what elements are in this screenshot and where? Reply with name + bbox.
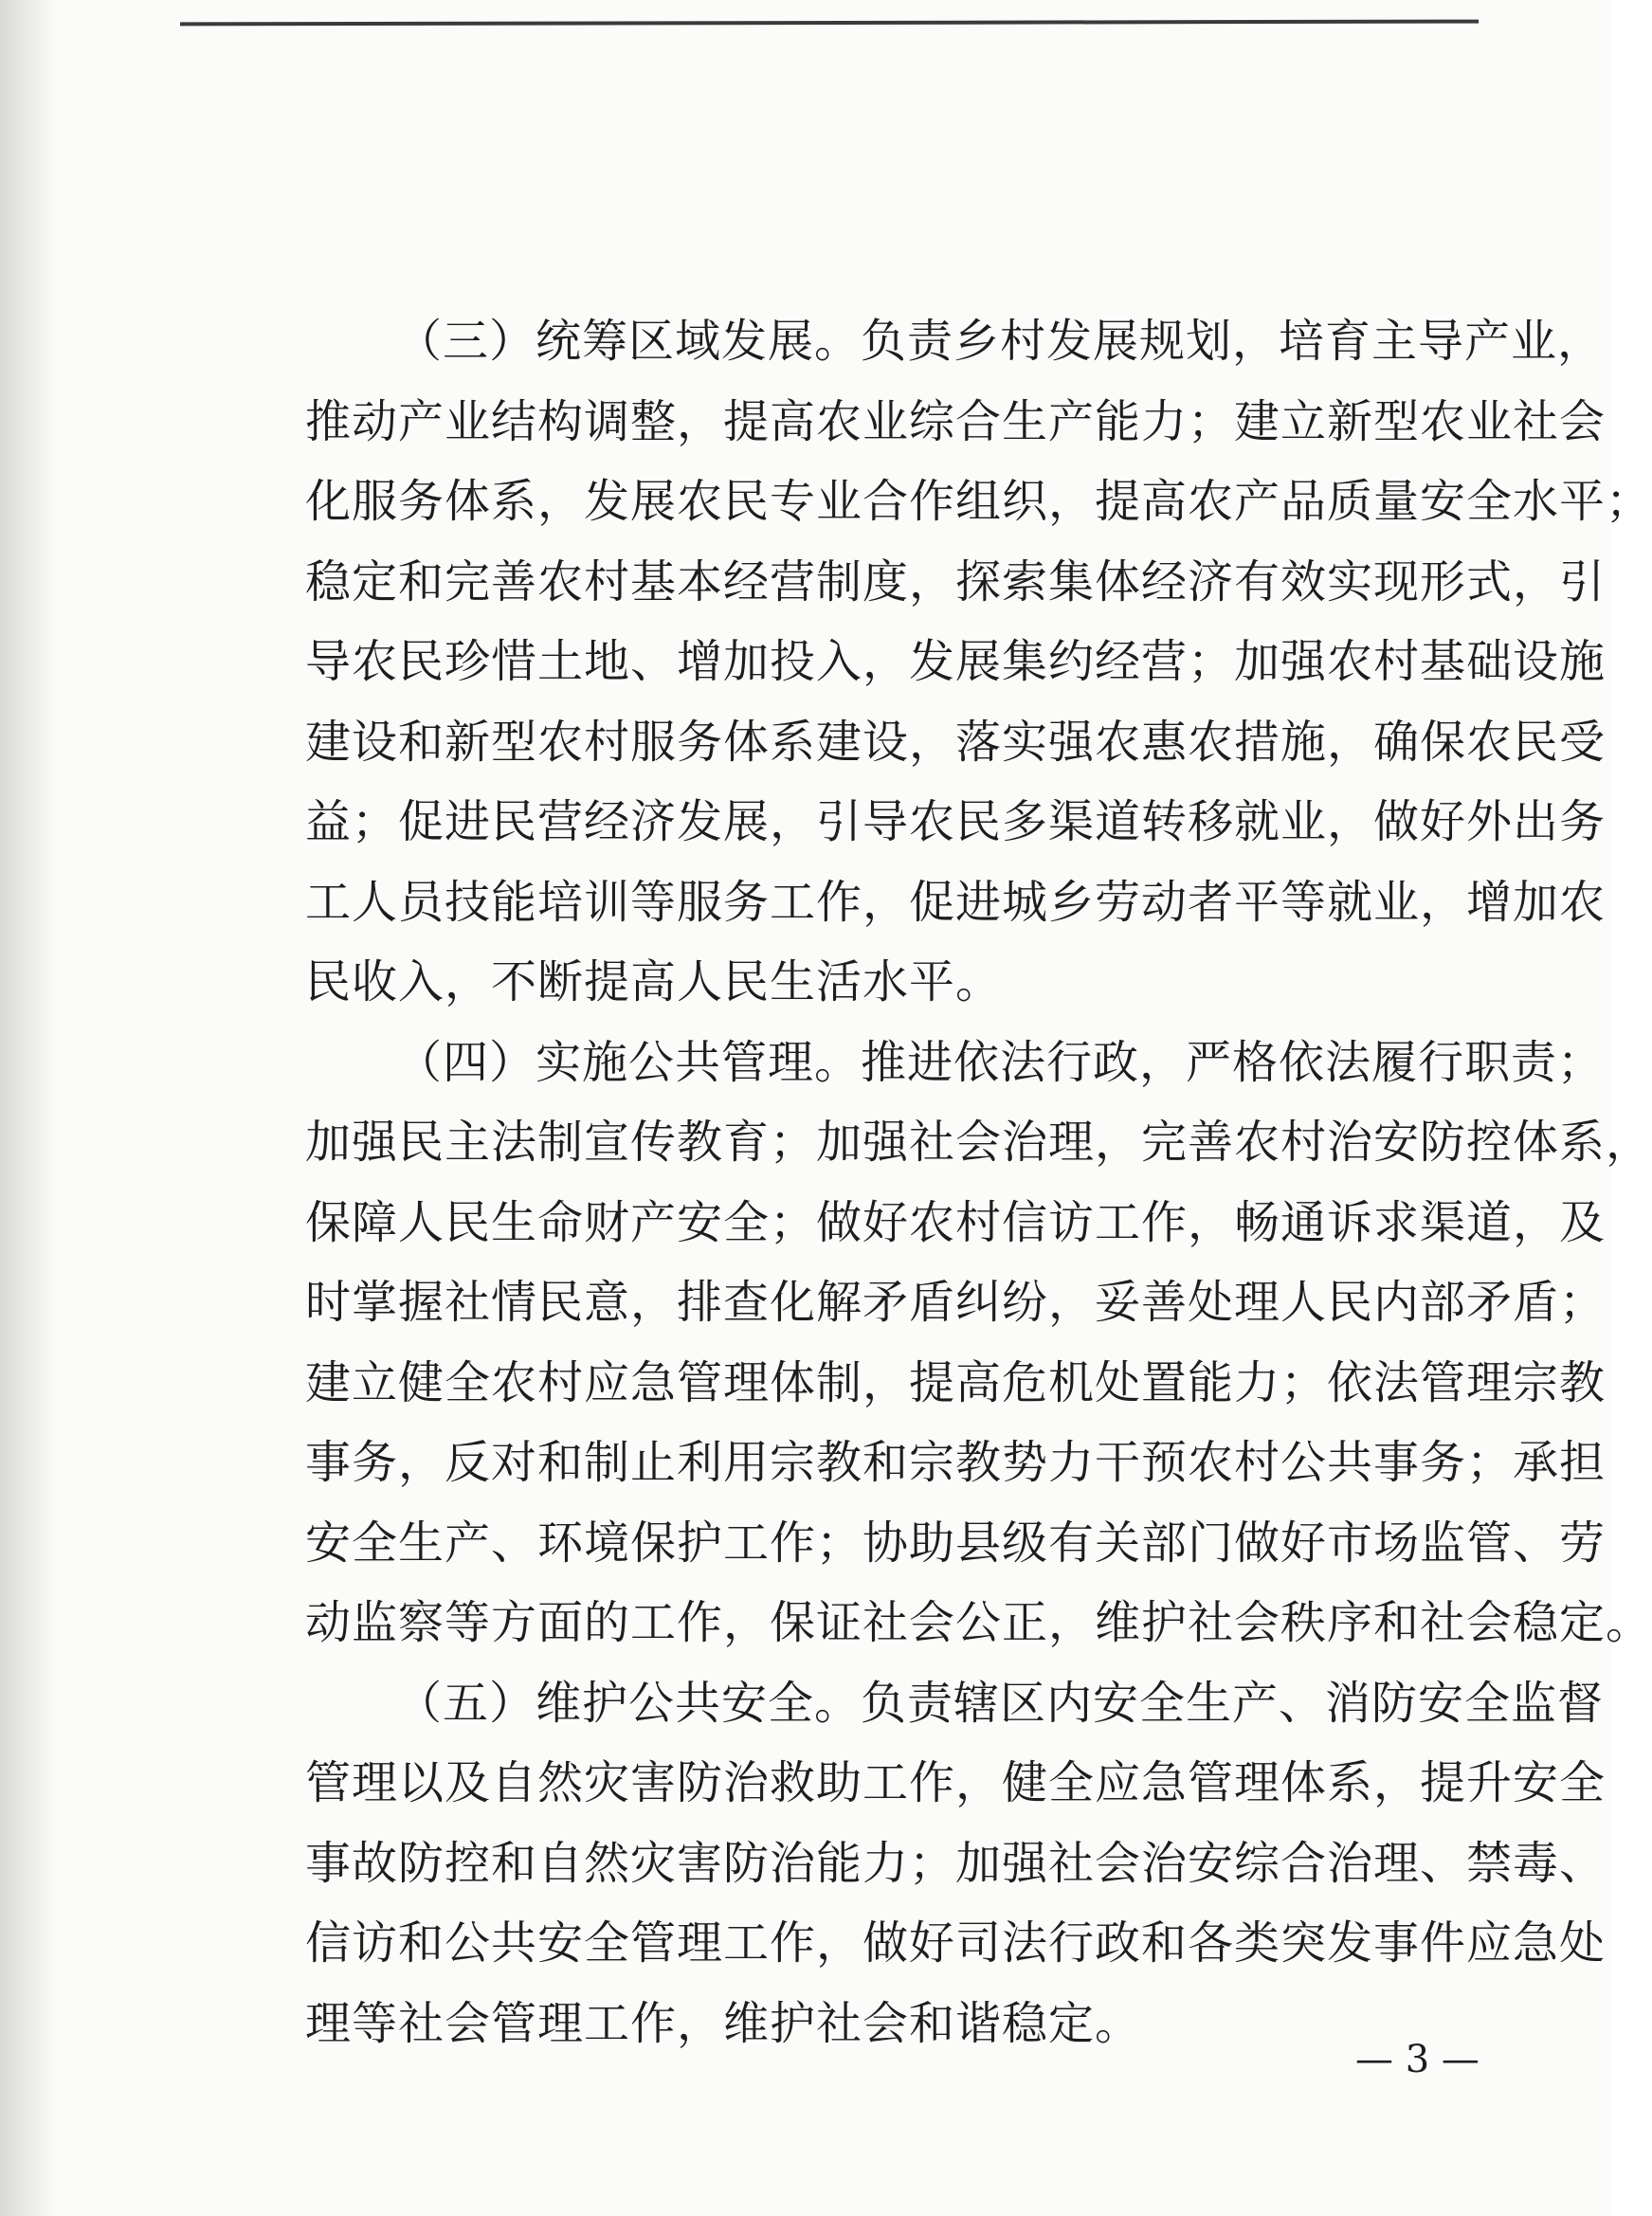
paragraph-5-line-2: 管理以及自然灾害防治救助工作，健全应急管理体系，提升安全: [305, 1756, 1607, 1809]
paragraph-5-line-5: 理等社会管理工作，维护社会和谐稳定。: [305, 1996, 1142, 2050]
paragraph-3-line-1: （三）统筹区域发展。负责乡村发展规划，培育主导产业，: [396, 315, 1605, 368]
paragraph-4-line-7: 安全生产、环境保护工作；协助县级有关部门做好市场监管、劳: [305, 1516, 1607, 1570]
paragraph-4-line-2: 加强民主法制宣传教育；加强社会治理，完善农村治安防控体系，: [305, 1116, 1652, 1169]
paragraph-5-line-4: 信访和公共安全管理工作，做好司法行政和各类突发事件应急处: [305, 1916, 1607, 1970]
paragraph-3-line-5: 导农民珍惜土地、增加投入，发展集约经营；加强农村基础设施: [305, 635, 1607, 688]
paragraph-4-line-8: 动监察等方面的工作，保证社会公正，维护社会秩序和社会稳定。: [305, 1596, 1652, 1649]
paragraph-4-line-6: 事务，反对和制止利用宗教和宗教势力干预农村公共事务；承担: [305, 1436, 1607, 1489]
paragraph-4-line-3: 保障人民生命财产安全；做好农村信访工作，畅通诉求渠道，及: [305, 1195, 1607, 1249]
paragraph-5-line-1: （五）维护公共安全。负责辖区内安全生产、消防安全监督: [396, 1676, 1605, 1730]
paragraph-3-line-2: 推动产业结构调整，提高农业综合生产能力；建立新型农业社会: [305, 394, 1607, 448]
paragraph-3-line-4: 稳定和完善农村基本经营制度，探索集体经济有效实现形式，引: [305, 554, 1607, 608]
paragraph-5-line-3: 事故防控和自然灾害防治能力；加强社会治安综合治理、禁毒、: [305, 1836, 1607, 1890]
paragraph-4-line-1: （四）实施公共管理。推进依法行政，严格依法履行职责；: [396, 1035, 1605, 1089]
paragraph-3-line-6: 建设和新型农村服务体系建设，落实强农惠农措施，确保农民受: [305, 715, 1607, 769]
paragraph-3-line-9: 民收入，不断提高人民生活水平。: [305, 955, 1003, 1008]
scan-shadow: [0, 0, 57, 2216]
page-number: — 3 —: [1355, 2038, 1480, 2081]
paragraph-3-line-7: 益；促进民营经济发展，引导农民多渠道转移就业，做好外出务: [305, 795, 1607, 848]
scan-top-edge: [180, 20, 1479, 27]
paragraph-3-line-3: 化服务体系，发展农民专业合作组织，提高农产品质量安全水平；: [305, 475, 1652, 528]
paragraph-4-line-5: 建立健全农村应急管理体制，提高危机处置能力；依法管理宗教: [305, 1355, 1607, 1409]
paragraph-3-line-8: 工人员技能培训等服务工作，促进城乡劳动者平等就业，增加农: [305, 875, 1607, 929]
document-body: [305, 301, 1652, 2063]
paragraph-4-line-4: 时掌握社情民意，排查化解矛盾纠纷，妥善处理人民内部矛盾；: [305, 1276, 1607, 1329]
